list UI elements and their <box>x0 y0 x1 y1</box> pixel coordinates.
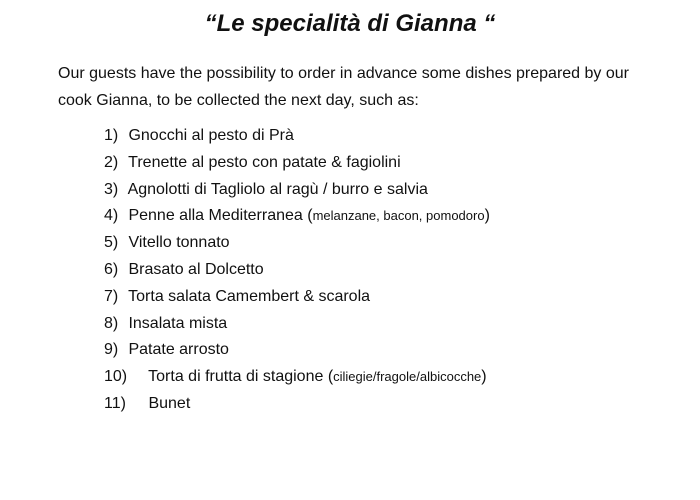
dish-note: melanzane, bacon, pomodoro <box>312 208 485 224</box>
dish-name: Agnolotti di Tagliolo al ragù / burro e salvia <box>127 180 428 198</box>
list-item <box>104 364 664 391</box>
list-item <box>104 284 664 311</box>
dish-name: Bunet <box>148 394 191 412</box>
dish-name: Brasato al Dolcetto <box>128 260 264 278</box>
list-item <box>104 230 664 257</box>
item-number: 10) <box>104 368 128 386</box>
item-number: 9) <box>104 341 119 359</box>
list-item <box>104 203 664 230</box>
item-number: 3) <box>104 180 119 198</box>
dish-name: Torta salata Camembert & scarola <box>128 287 371 305</box>
dish-name: Insalata mista <box>128 314 228 332</box>
dish-name: Penne alla Mediterranea ( <box>128 207 313 225</box>
intro-paragraph: Our guests have the possibility to order in advance some dishes prepared by our cook Gianna, to be collected the next day, such as: <box>58 65 629 109</box>
dish-name: Trenette al pesto con patate & fagiolini <box>128 153 401 171</box>
item-number: 7) <box>104 287 119 305</box>
dish-note: ciliegie/fragole/albicocche <box>333 369 482 385</box>
item-number: 1) <box>104 127 119 144</box>
item-number: 2) <box>104 153 119 171</box>
item-number: 5) <box>104 234 119 252</box>
item-number: 4) <box>104 207 119 225</box>
dish-list <box>104 123 664 418</box>
list-item <box>104 391 664 418</box>
dish-name: Torta di frutta di stagione ( <box>148 368 334 386</box>
item-number: 11) <box>104 394 126 412</box>
list-item <box>104 257 664 284</box>
item-number: 6) <box>104 260 119 278</box>
item-number: 8) <box>104 314 119 332</box>
list-item <box>104 150 664 177</box>
document-title: “Le specialità di Gianna “ <box>204 10 496 37</box>
dish-name: Patate arrosto <box>128 341 229 359</box>
dish-name: Gnocchi al pesto di Prà <box>128 127 294 144</box>
list-item <box>104 123 664 150</box>
dish-note-close: ) <box>484 207 490 225</box>
dish-note-close: ) <box>481 368 487 386</box>
list-item <box>104 337 664 364</box>
dish-name: Vitello tonnato <box>128 234 230 252</box>
list-item <box>104 177 664 204</box>
list-item <box>104 311 664 338</box>
